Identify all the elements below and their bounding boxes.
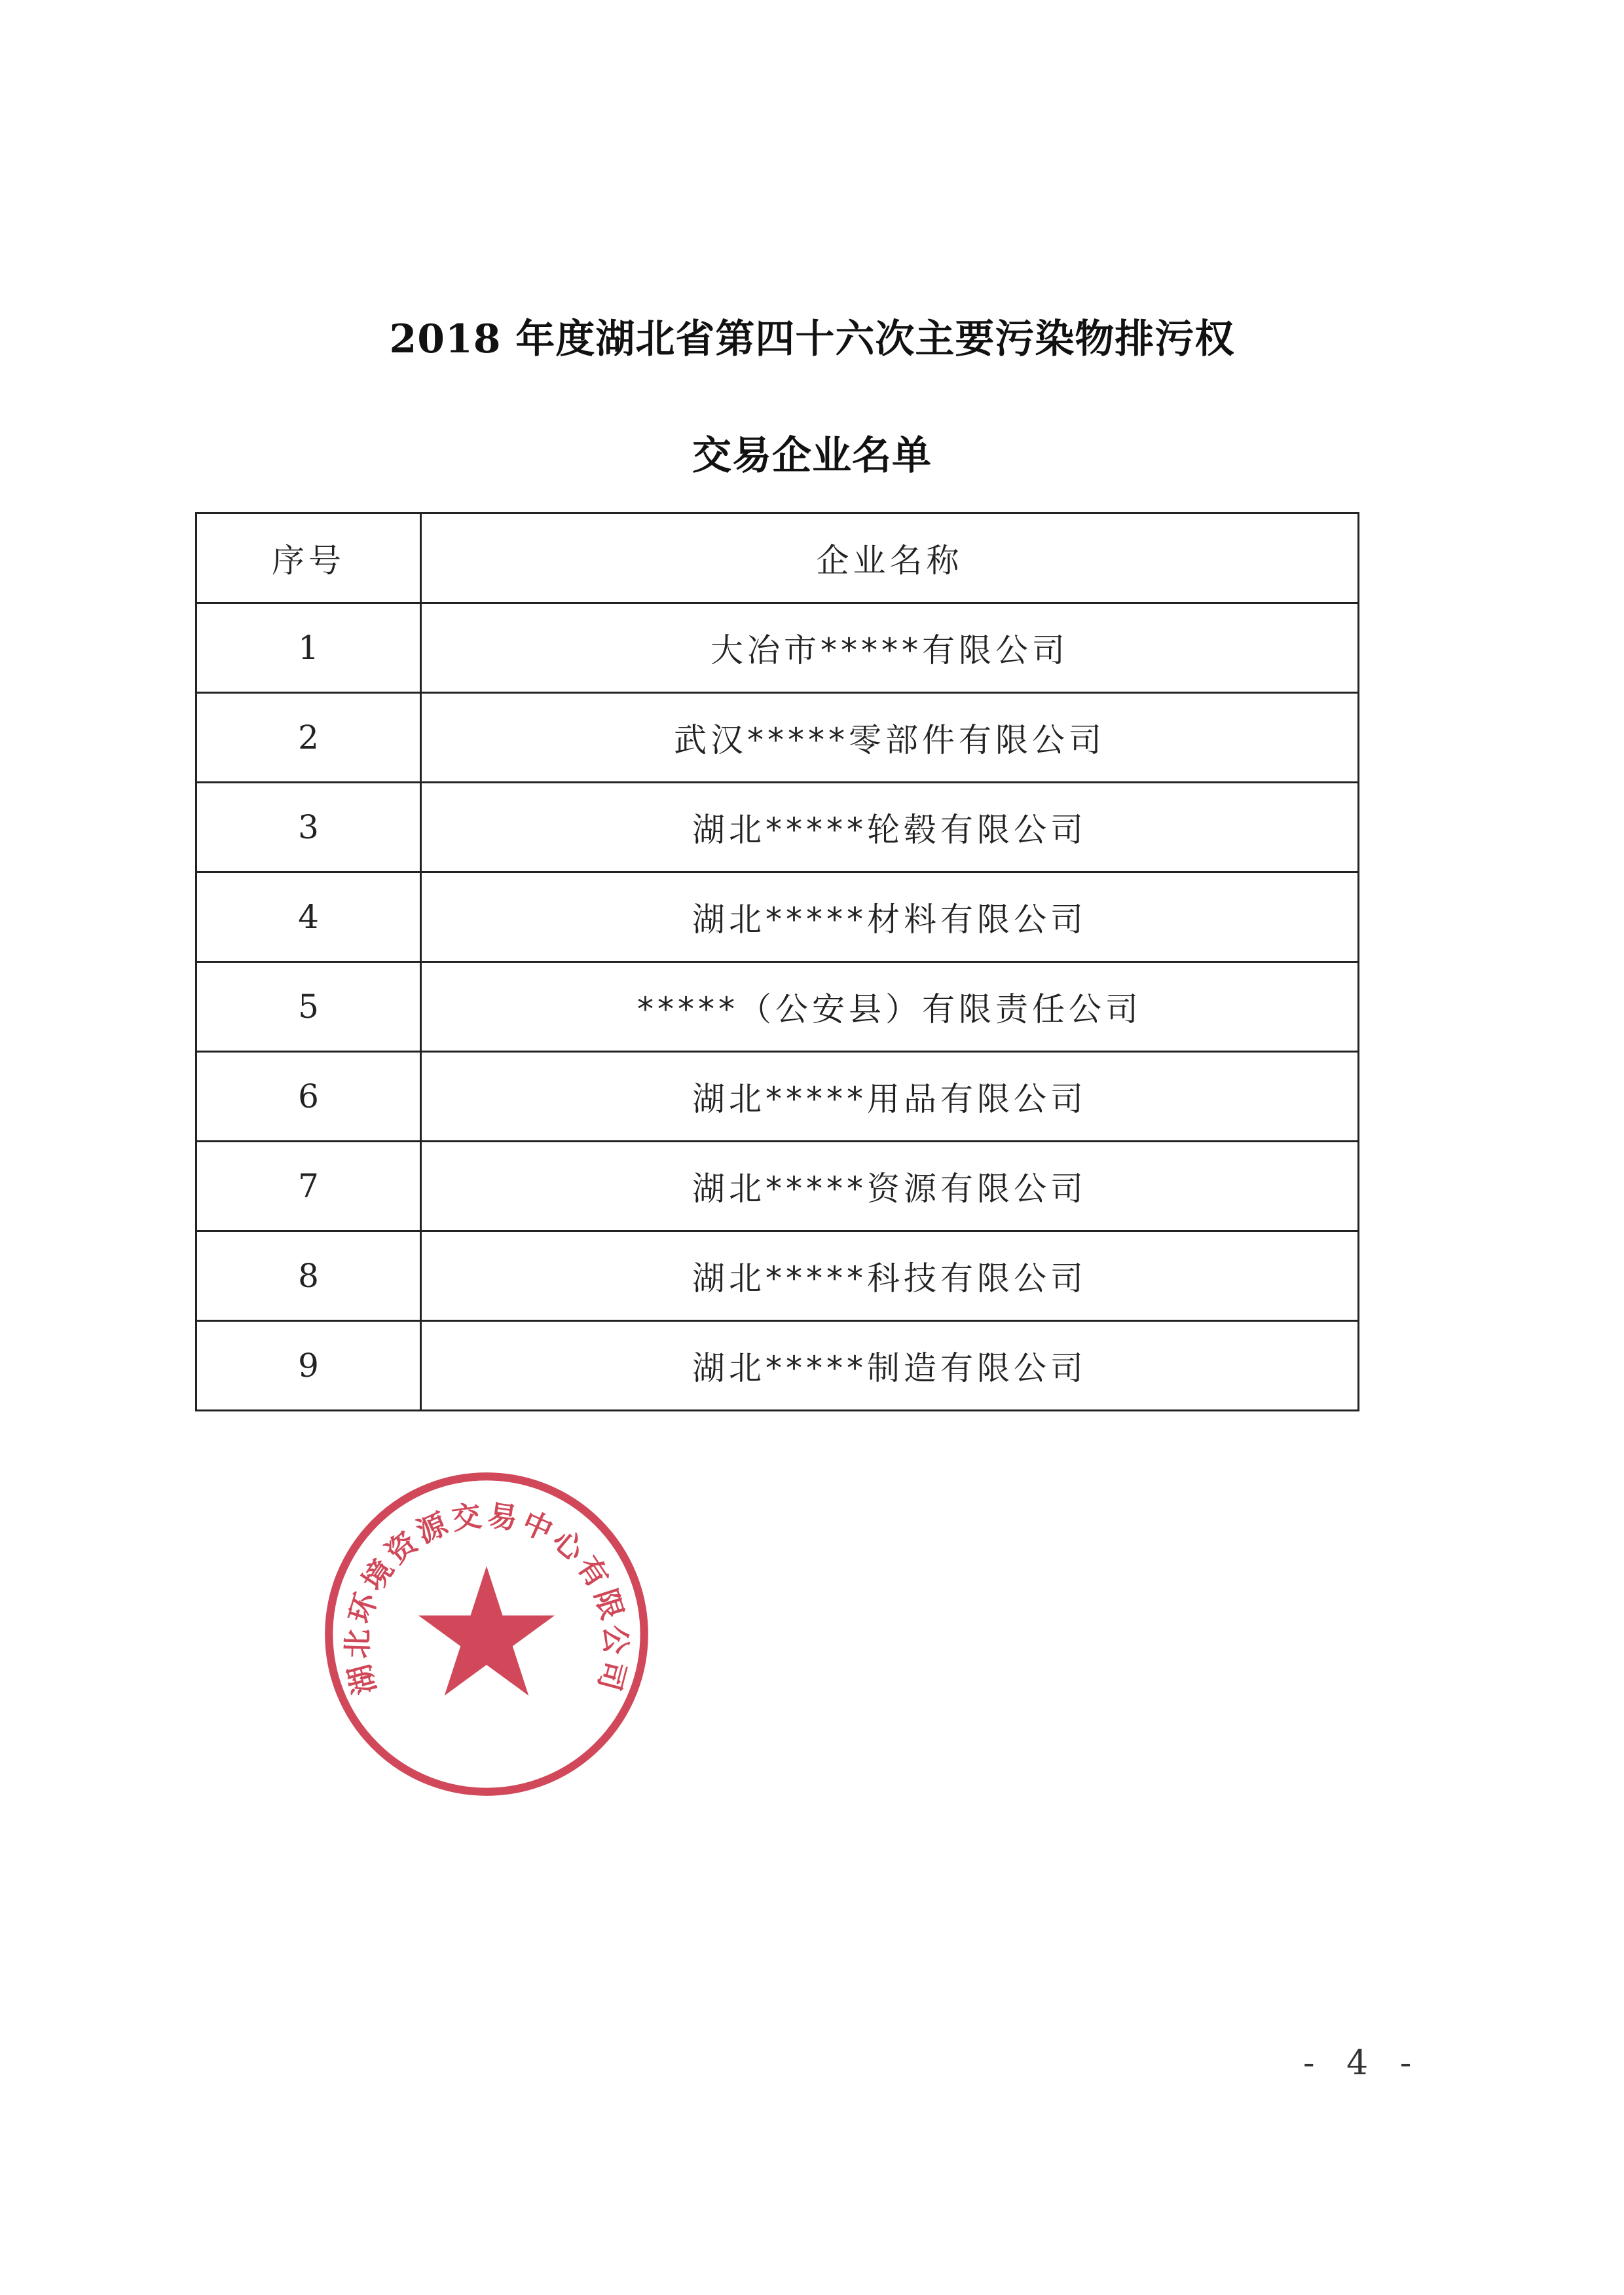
table-row bbox=[196, 1142, 1359, 1231]
row-serial-number: 3 bbox=[196, 783, 421, 872]
table-row bbox=[196, 872, 1359, 962]
row-serial-number: 4 bbox=[196, 872, 421, 962]
table-row bbox=[196, 693, 1359, 783]
company-list-table bbox=[195, 512, 1359, 1411]
document-title-line-2: 交易企业名单 bbox=[692, 433, 932, 479]
table-header-row bbox=[196, 513, 1359, 603]
table-row bbox=[196, 1321, 1359, 1411]
official-seal bbox=[320, 1467, 654, 1801]
header-serial-number: 序号 bbox=[196, 513, 421, 603]
row-company-name: 湖北*****科技有限公司 bbox=[421, 1231, 1359, 1321]
table-row bbox=[196, 783, 1359, 872]
row-company-name: 湖北*****用品有限公司 bbox=[421, 1052, 1359, 1142]
table-row bbox=[196, 1231, 1359, 1321]
row-serial-number: 5 bbox=[196, 962, 421, 1052]
row-serial-number: 6 bbox=[196, 1052, 421, 1142]
seal-text: 湖北环境资源交易中心有限公司 bbox=[339, 1497, 634, 1698]
header-company-name: 企业名称 bbox=[421, 513, 1359, 603]
table-row bbox=[196, 962, 1359, 1052]
row-serial-number: 2 bbox=[196, 693, 421, 783]
row-company-name: 湖北*****材料有限公司 bbox=[421, 872, 1359, 962]
row-serial-number: 9 bbox=[196, 1321, 421, 1411]
page-number: - 4 - bbox=[1303, 2043, 1422, 2083]
row-company-name: 湖北*****资源有限公司 bbox=[421, 1142, 1359, 1231]
row-company-name: *****（公安县）有限责任公司 bbox=[421, 962, 1359, 1052]
table-row bbox=[196, 1052, 1359, 1142]
table-row bbox=[196, 603, 1359, 693]
row-company-name: 武汉*****零部件有限公司 bbox=[421, 693, 1359, 783]
row-company-name: 湖北*****制造有限公司 bbox=[421, 1321, 1359, 1411]
row-serial-number: 1 bbox=[196, 603, 421, 693]
row-serial-number: 7 bbox=[196, 1142, 421, 1231]
row-company-name: 湖北*****轮毂有限公司 bbox=[421, 783, 1359, 872]
row-company-name: 大冶市*****有限公司 bbox=[421, 603, 1359, 693]
document-title-line-1: 2018 年度湖北省第四十六次主要污染物排污权 bbox=[389, 316, 1235, 362]
star-icon bbox=[418, 1566, 555, 1696]
row-serial-number: 8 bbox=[196, 1231, 421, 1321]
